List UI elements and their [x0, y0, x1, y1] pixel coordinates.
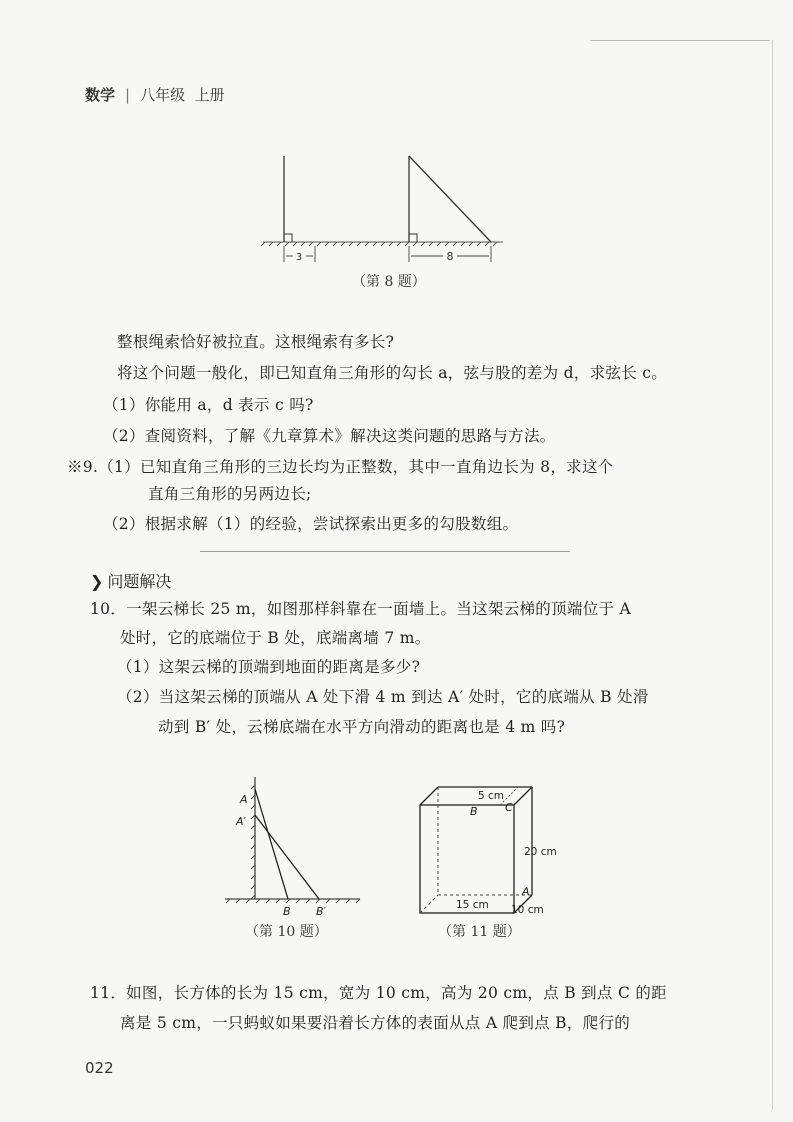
running-header [85, 84, 225, 105]
section-divider [200, 551, 570, 552]
chevron-right-icon: ❯ [90, 572, 104, 591]
p11-line-2: 离是 5 cm，一只蚂蚁如果要沿着长方体的表面从点 A 爬到点 B，爬行的 [120, 1014, 631, 1032]
p8-line-4: （2）查阅资料，了解《九章算术》解决这类问题的思路与方法。 [103, 427, 556, 445]
header-separator: | [125, 86, 131, 104]
fig11-caption: （第 11 题） [438, 924, 521, 940]
header-subject: 数学 [85, 86, 116, 104]
section-title [90, 569, 171, 592]
section-title-text: 问题解决 [107, 572, 172, 591]
fig10-label-B-prime: B′ [316, 905, 327, 918]
page-edge-top [590, 40, 770, 41]
p9-line-3: （2）根据求解（1）的经验，尝试探索出更多的勾股数组。 [103, 515, 519, 533]
p8-line-2: 将这个问题一般化，即已知直角三角形的勾长 a，弦与股的差为 d，求弦长 c。 [117, 364, 668, 382]
page-edge-right [772, 40, 773, 1110]
fig11-length: 15 cm [456, 899, 489, 911]
figure-10 [220, 775, 370, 925]
page-number: 022 [85, 1059, 114, 1077]
p9-line-1: ※9.（1）已知直角三角形的三边长均为正整数，其中一直角边长为 8，求这个 [67, 458, 614, 476]
fig8-dimensions [284, 246, 491, 262]
p10-line-2: 处时，它的底端位于 B 处，底端离墙 7 m。 [120, 629, 431, 647]
fig8-left-pole [284, 156, 292, 242]
p10-line-4: （2）当这架云梯的顶端从 A 处下滑 4 m 到达 A′ 处时，它的底端从 B 处滑 [117, 688, 649, 706]
figure-11 [410, 775, 560, 925]
fig11-width: 10 cm [511, 904, 544, 916]
p10-line-3: （1）这架云梯的顶端到地面的距离是多少? [117, 658, 421, 676]
fig11-label-C: C [505, 801, 513, 814]
p8-line-3: （1）你能用 a，d 表示 c 吗? [103, 396, 314, 414]
p11-line-1: 11．如图，长方体的长为 15 cm，宽为 10 cm，高为 20 cm，点 B 到点 C 的距 [90, 984, 667, 1002]
fig11-height: 20 cm [524, 846, 557, 858]
fig10-ground [225, 899, 360, 903]
p10-line-1: 10．一架云梯长 25 m，如图那样斜靠在一面墙上。当这架云梯的顶端位于 A [90, 600, 632, 618]
fig8-ground [261, 242, 503, 246]
fig11-label-B: B [470, 805, 478, 818]
p10-line-5: 动到 B′ 处，云梯底端在水平方向滑动的距离也是 4 m 吗? [158, 718, 566, 736]
header-volume: 上册 [194, 86, 225, 104]
fig8-label-8: 8 [446, 250, 454, 263]
p9-line-2: 直角三角形的另两边长; [148, 485, 312, 503]
fig8-label-3: 3 [295, 252, 303, 263]
fig8-caption: （第 8 题） [352, 274, 426, 290]
fig10-label-A: A [240, 793, 248, 806]
fig10-label-B: B [283, 905, 291, 918]
fig10-ladders [255, 789, 319, 899]
header-grade: 八年级 [140, 86, 186, 104]
p8-line-1: 整根绳索恰好被拉直。这根绳索有多长? [117, 333, 395, 351]
fig11-label-A: A [522, 885, 530, 898]
fig11-top-length: 5 cm [478, 790, 505, 802]
fig8-right-pole [409, 156, 491, 242]
fig10-label-A-prime: A′ [236, 815, 247, 828]
fig10-caption: （第 10 题） [245, 924, 328, 940]
fig10-wall [251, 777, 255, 899]
